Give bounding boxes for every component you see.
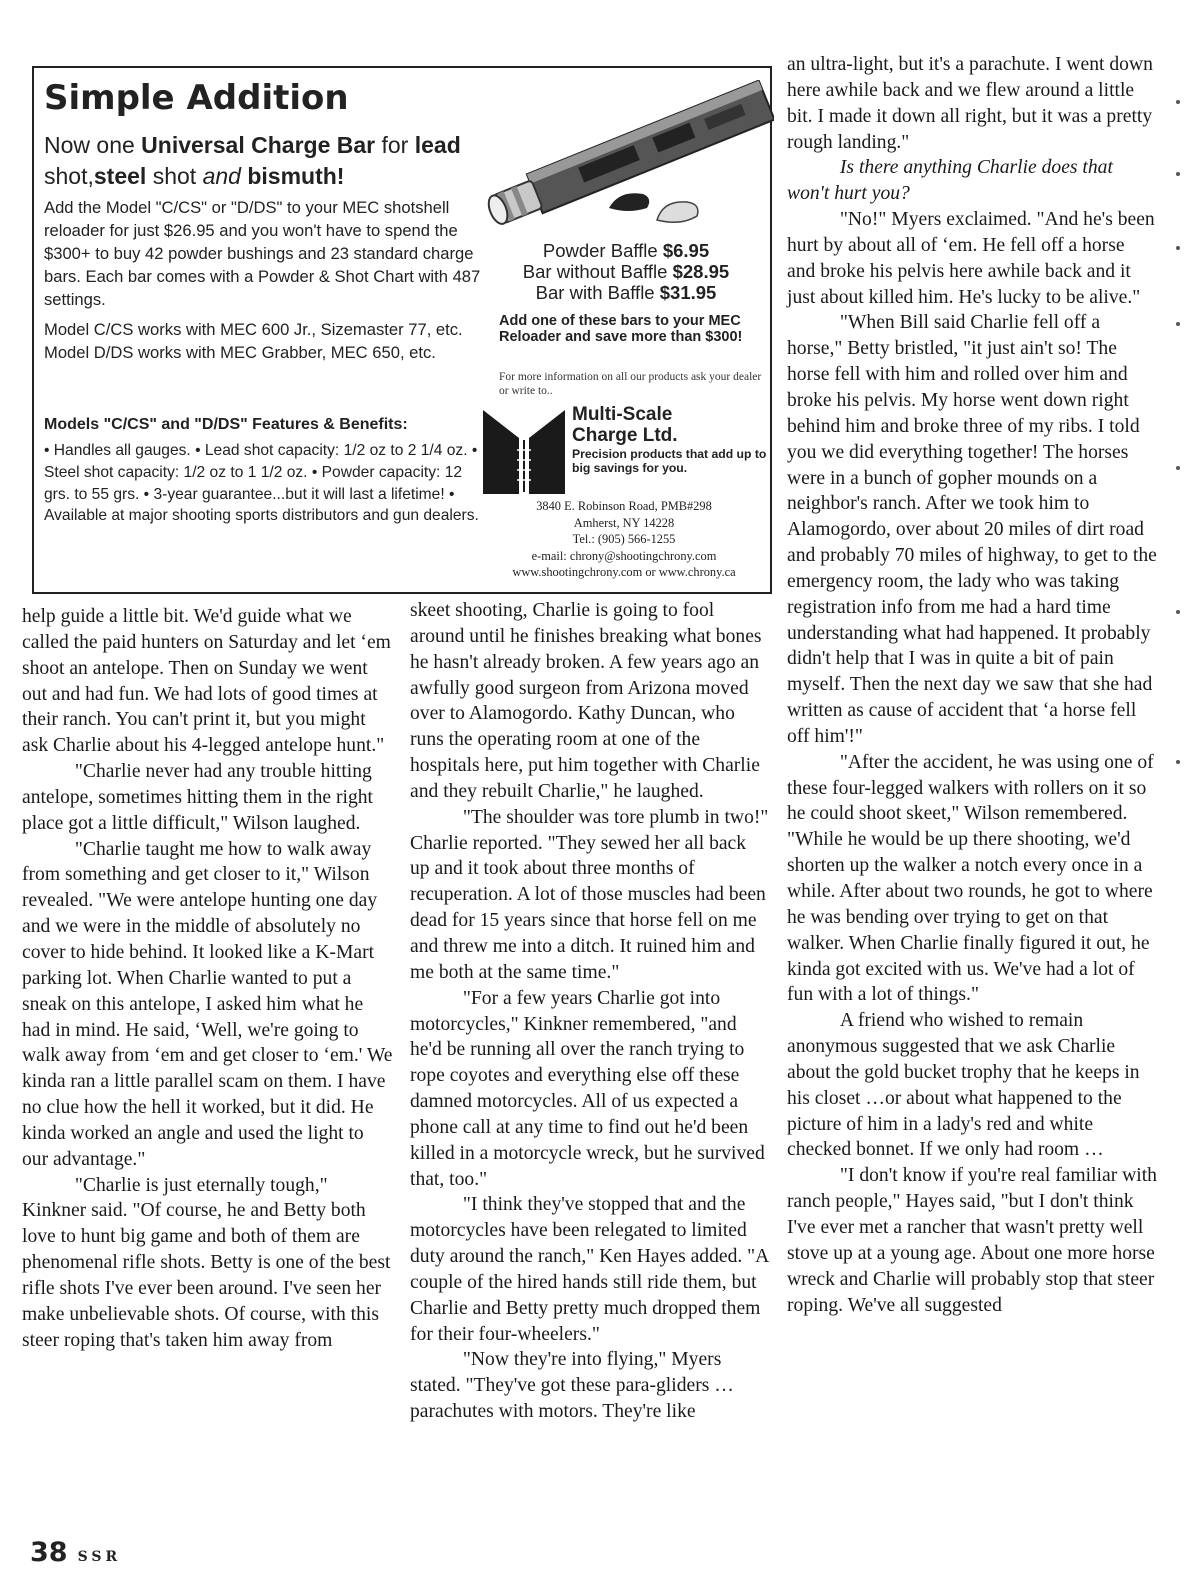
ad-offer: Add one of these bars to your MEC Reloader and save more than $300! [499, 313, 743, 345]
contact-email: e-mail: chrony@shootingchrony.com [531, 548, 717, 563]
article-paragraph: "After the accident, he was using one of these four-legged walkers with rollers on it so he could shoot skeet," Wilson remembered. "While he would be up there shooting, we'd shorten up the walker a notch every once in a while. After about two rounds, he got to where he was bending over trying to get on that walker. When Charlie finally figured it out, he kinda got excited with us. We've had a lot of fun with a lot of things." [787, 751, 1154, 1006]
article-paragraph: "I don't know if you're real familiar with ranch people," Hayes said, "but I don't think I've ever met a rancher that wasn't pretty well stove up at a young age. About one more horse wreck and Charlie will probably stop that steer roping. We've all suggested [787, 1165, 1157, 1316]
article-column-2 [410, 598, 770, 1425]
ad-features-heading: Models "C/CS" and "D/DS" Features & Benefits: [44, 416, 408, 433]
article-paragraph: an ultra-light, but it's a parachute. I went down here awhile back and we flew around a little bit. I made it down all right, but it was a pretty rough landing." [787, 54, 1153, 153]
ad-more-info: For more information on all our products ask your dealer or write to.. [499, 371, 762, 397]
company-contact [479, 498, 769, 581]
advertisement-box [32, 66, 772, 594]
article-column-1 [22, 604, 394, 1353]
ad-copy-paragraph: Add the Model "C/CS" or "D/DS" to your MEC shotshell reloader for just $26.95 and you won't have to spend the $300+ to buy 42 powder bushings and 23 standard charge bars. Each bar comes with a Powder & Shot Chart with 487 settings. [44, 198, 481, 309]
article-paragraph: "No!" Myers exclaimed. "And he's been hurt by about all of ‘em. He fell off a horse and broke his pelvis here awhile back and it just about killed him. He's lucky to be alive." [787, 209, 1155, 308]
scan-edge-mark [1176, 100, 1180, 104]
contact-city: Amherst, NY 14228 [573, 515, 675, 530]
article-paragraph: "The shoulder was tore plumb in two!" Charlie reported. "They sewed her all back up and it took about three months of recuperation. A lot of those muscles had been dead for 15 years since that horse fell on me and threw me into a ditch. It ruined him and me both at the same time." [410, 806, 769, 983]
article-paragraph: "Now they're into flying," Myers stated. "They've got these para-gliders … parachutes with motors. They're like [410, 1349, 734, 1423]
article-paragraph: help guide a little bit. We'd guide what we called the paid hunters on Saturday and let ‘em shoot an antelope. Then on Sunday we went out and had fun. We had lots of good times at their ranch. You can't print it, but you might ask Charlie about his 4-legged antelope hunt." [22, 606, 391, 757]
company-tagline: Precision products that add up to big savings for you. [572, 447, 767, 475]
page-number: 38 [30, 1537, 68, 1568]
ad-copy-paragraph: Model C/CS works with MEC 600 Jr., Sizemaster 77, etc. Model D/DS works with MEC Grabber, MEC 650, etc. [44, 320, 463, 362]
scan-edge-mark [1176, 466, 1180, 470]
article-paragraph: "When Bill said Charlie fell off a horse," Betty bristled, "it just ain't so! The horse fell with him and rolled over him and broke his pelvis. My horse went down right behind him and broke three of my ribs. I told you we did everything together! The horses were in a bunch of gopher mounds on a neighbor's ranch. After we took him to Alamogordo, over about 20 miles of dirt road and probably 70 miles of highway, to get to the emergency room, the lady who was taking registration info from me had a hard time understanding what had happened. It probably didn't help that I was in quite a bit of pain myself. Then the next day we saw that she had written as cause of accident that ‘a horse fell off him'!" [787, 312, 1157, 747]
price-line: Bar without Baffle $28.95 [522, 261, 730, 282]
article-paragraph: "Charlie taught me how to walk away from something and get closer to it," Wilson revealed. "We were antelope hunting one day and we were in the middle of absolutely no cover to hide behind. It looked like a K-Mart parking lot. When Charlie wanted to put a sneak on this antelope, I asked him what he had in mind. He said, ‘Well, we're going to walk away from ‘em and get closer to ‘em.' We kinda ran a little parallel scam on them. I have no clue how the hell it worked, but it did. He kinda worked an angle and used the light to our advantage." [22, 838, 393, 1170]
scan-edge-mark [1176, 322, 1180, 326]
ad-copy [44, 196, 484, 371]
contact-websites: www.shootingchrony.com or www.chrony.ca [512, 565, 736, 579]
article-paragraph: "I think they've stopped that and the motorcycles have been relegated to limited duty around the ranch," Ken Hayes added. "A couple of the hired hands still ride them, but Charlie and Betty pretty much dropped them for their four-wheelers." [410, 1194, 769, 1345]
ad-headline: Now one Universal Charge Bar for lead shot,steel shot and bismuth! [44, 132, 461, 189]
price-line: Powder Baffle $6.95 [542, 240, 710, 261]
ad-prices [486, 240, 766, 303]
interview-question: Is there anything Charlie does that won't hurt you? [787, 157, 1113, 205]
scan-edge-mark [1176, 760, 1180, 764]
contact-address: 3840 E. Robinson Road, PMB#298 [536, 499, 712, 513]
article-paragraph: "Charlie is just eternally tough," Kinkner said. "Of course, he and Betty both love to hunt big game and both of them are phenomenal rifle shots. Betty is one of the best rifle shots I've ever been around. I've seen her make unbelievable shots. Of course, with this steer roping that's taken him away from [22, 1174, 391, 1351]
page-footer [30, 1537, 121, 1568]
company-name: Multi-Scale Charge Ltd. [572, 404, 678, 446]
charge-bar-illustration [459, 80, 774, 240]
contact-phone: Tel.: (905) 566-1255 [572, 532, 676, 546]
article-paragraph: skeet shooting, Charlie is going to fool around until he finishes breaking what bones he hasn't already broken. A few years ago an awfully good surgeon from Arizona moved over to Alamogordo. Kathy Duncan, who runs the operating room at one of the hospitals here, put him together with Charlie and they rebuilt Charlie," he laughed. [410, 600, 762, 802]
scan-edge-mark [1176, 610, 1180, 614]
article-column-3 [787, 52, 1157, 1318]
ad-features-list: • Handles all gauges. • Lead shot capacity: 1/2 oz to 2 1/4 oz. • Steel shot capacity: 1/2 oz to 1 1/2 oz. • Powder capacity: 12 grs. to 55 grs. • 3-year guarantee...but it will last a lifetime! • Available at major shooting sports distributors and gun dealers. [44, 442, 479, 525]
company-logo [479, 406, 569, 498]
ad-title: Simple Addition [44, 78, 349, 118]
article-paragraph: A friend who wished to remain anonymous suggested that we ask Charlie about the gold bucket trophy that he keeps in his closet …or about what happened to the picture of him in a lady's red and white checked bonnet. If we only had room … [787, 1010, 1140, 1161]
price-line: Bar with Baffle $31.95 [535, 282, 717, 303]
article-paragraph: "Charlie never had any trouble hitting antelope, sometimes hitting them in the right place got a little difficult," Wilson laughed. [22, 761, 373, 834]
article-paragraph: "For a few years Charlie got into motorcycles," Kinkner remembered, "and he'd be running all over the ranch trying to rope coyotes and everything else off these damned motorcycles. All of us expected a phone call at any time to find out he'd been killed in a motorcycle wreck, but he survived that, too." [410, 987, 765, 1190]
scan-edge-mark [1176, 246, 1180, 250]
magazine-name: SSR [77, 1549, 122, 1565]
scan-edge-mark [1176, 172, 1180, 176]
